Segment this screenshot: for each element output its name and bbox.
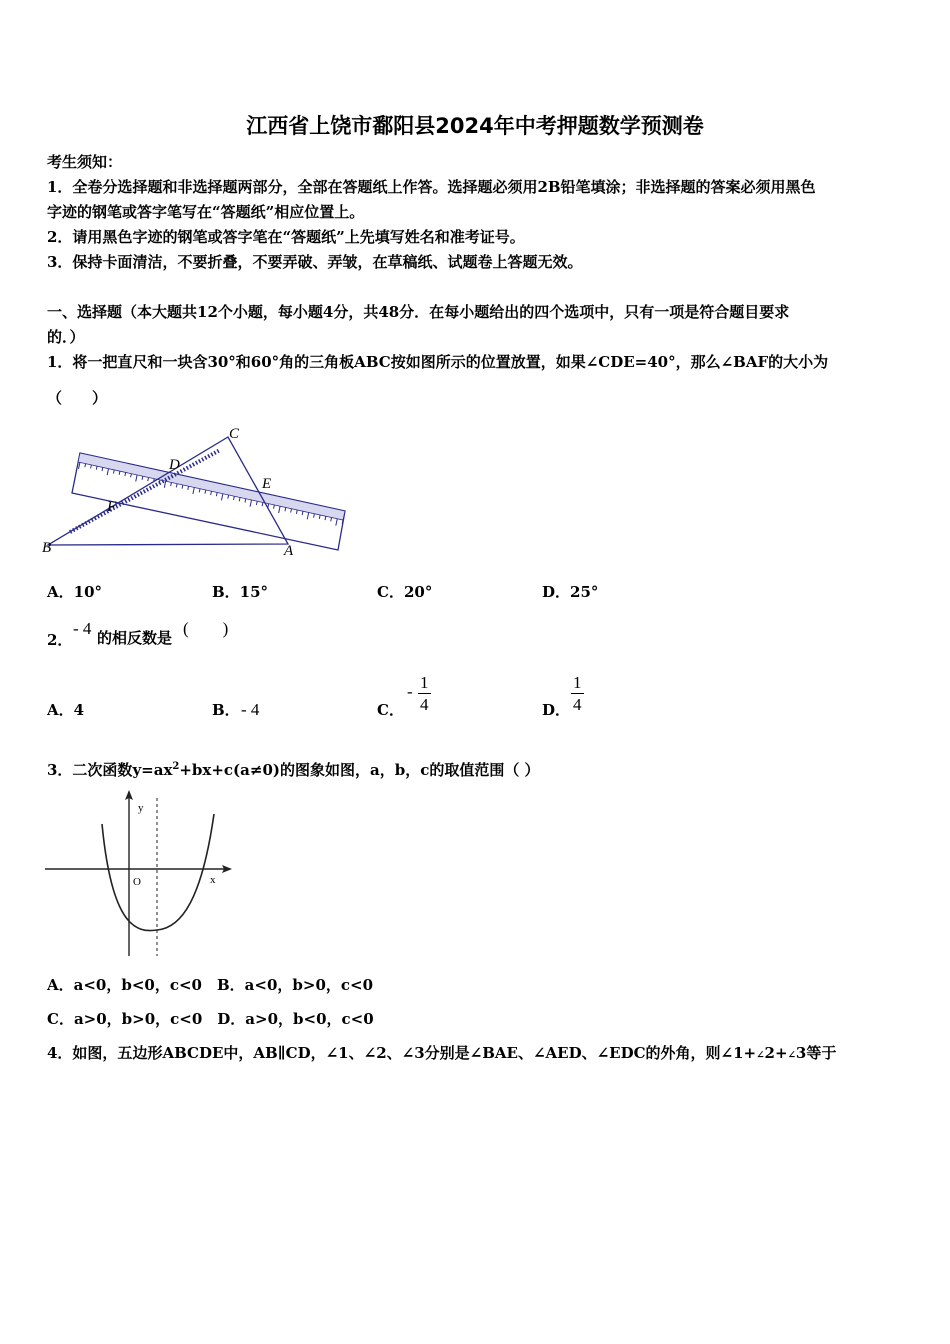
question-1-line-2: （ ） [47, 389, 108, 407]
q2-option-c-denominator: 4 [420, 695, 429, 714]
ruler-tick [262, 502, 263, 506]
q2-option-d-numerator: 1 [573, 673, 582, 692]
q2-option-c-sign: - [407, 682, 413, 701]
ruler-tick [296, 510, 297, 514]
ruler-tick [325, 516, 326, 520]
parabola-graph [42, 788, 237, 963]
parabola-curve [102, 814, 214, 931]
q1-option-d: D．25° [542, 583, 599, 601]
ruler-tick [256, 501, 257, 505]
q2-option-c-fraction [418, 673, 431, 716]
q2-option-a: A．4 [47, 701, 85, 719]
page-title: 江西省上饶市鄱阳县2024年中考押题数学预测卷 [246, 114, 704, 138]
notice-heading: 考生须知： [47, 153, 123, 171]
ruler-tick [221, 494, 222, 501]
y-axis-label: y [138, 802, 144, 814]
label-b: B [42, 540, 52, 556]
question-3-text [47, 757, 540, 780]
label-d: D [169, 457, 180, 473]
ruler-tick [228, 495, 229, 499]
question-3-exponent: 2 [172, 761, 180, 772]
notice-item-1-line-2: 字迹的钢笔或答字笔写在“答题纸”相应位置上。 [47, 203, 365, 221]
label-e: E [262, 476, 272, 492]
q2-option-d-fraction [571, 673, 584, 716]
q1-option-b: B．15° [212, 583, 269, 601]
ruler-tick [250, 500, 251, 507]
q2-option-d-denominator: 4 [573, 695, 582, 714]
ruler-tick [245, 499, 246, 503]
ruler-tick [193, 487, 194, 494]
ruler-tick [314, 514, 315, 518]
q2-option-b-value: - 4 [241, 700, 260, 719]
angle-symbol-3: ∠ [787, 1050, 796, 1061]
question-3-text-after: +bx+c(a≠0)的图象如图，a，b，c的取值范围（ ） [179, 761, 540, 779]
question-2-number: 2． [47, 631, 73, 649]
origin-label: O [133, 876, 141, 888]
ruler-tick [136, 475, 137, 482]
ruler-tick [79, 462, 80, 469]
question-4-text-main: 4．如图，五边形ABCDE中，AB∥CD，∠1、∠2、∠3分别是∠BAE、∠AED、∠EDC的外角，则∠1+ [47, 1044, 757, 1062]
ruler-tick [234, 496, 235, 500]
ruler-triangle-figure [40, 425, 350, 559]
ruler-tick [164, 481, 165, 488]
question-2-negative-four: - 4 [73, 619, 92, 638]
ruler-tick [285, 507, 286, 511]
question-4-text-end: 3等于 [795, 1044, 837, 1062]
q3-options-c-d: C．a>0，b>0，c<0 D．a>0，b<0，c<0 [47, 1010, 374, 1028]
notice-item-3: 3．保持卡面清洁，不要折叠，不要弄破、弄皱，在草稿纸、试题卷上答题无效。 [47, 253, 583, 271]
question-4-text-mid: 2+ [764, 1044, 788, 1062]
section-heading-line-2: 的．） [47, 328, 85, 346]
q2-option-c-label: C． [377, 701, 404, 719]
ruler-ticks [79, 462, 343, 526]
ruler-tick [302, 511, 303, 515]
notice-item-2: 2．请用黑色字迹的钢笔或答字笔在“答题纸”上先填写姓名和准考证号。 [47, 228, 525, 246]
q2-option-c-numerator: 1 [420, 673, 429, 692]
ruler-tick [239, 497, 240, 501]
ruler-tick [331, 517, 332, 521]
question-3-text-before: 3．二次函数y=ax [47, 761, 173, 779]
question-1-line-1: 1．将一把直尺和一块含30°和60°角的三角板ABC按如图所示的位置放置，如果∠CDE=40°，那么∠BAF的大小为 [47, 353, 829, 371]
q3-options-a-b: A．a<0，b<0，c<0 B．a<0，b>0，c<0 [47, 976, 374, 994]
section-heading-line-1: 一、选择题（本大题共12个小题，每小题4分，共48分．在每小题给出的四个选项中，只有一项是符合题目要求 [47, 303, 790, 321]
question-4-text [47, 1043, 836, 1066]
q1-option-a: A．10° [47, 583, 103, 601]
question-2-text: 的相反数是 [97, 629, 173, 647]
label-a: A [284, 543, 294, 559]
notice-item-1-line-1: 1．全卷分选择题和非选择题两部分，全部在答题纸上作答。选择题必须用2B铅笔填涂；非选择题的答案必须用黑色 [47, 178, 816, 196]
ruler-scale-band [78, 453, 345, 520]
x-axis-label: x [210, 874, 216, 886]
angle-symbol-2: ∠ [756, 1050, 765, 1061]
label-f: F [107, 499, 117, 515]
question-2-paren: ( ) [183, 619, 229, 638]
ruler-tick [307, 512, 308, 519]
ruler-tick [274, 505, 275, 509]
ruler-tick [336, 519, 337, 526]
ruler-tick [107, 468, 108, 475]
ruler-tick [291, 509, 292, 513]
q2-option-d-label: D． [542, 701, 571, 719]
label-c: C [229, 426, 240, 442]
ruler-tick [279, 506, 280, 513]
ruler-tick [319, 515, 320, 519]
q2-option-b-label: B． [212, 701, 240, 719]
q1-option-c: C．20° [377, 583, 433, 601]
